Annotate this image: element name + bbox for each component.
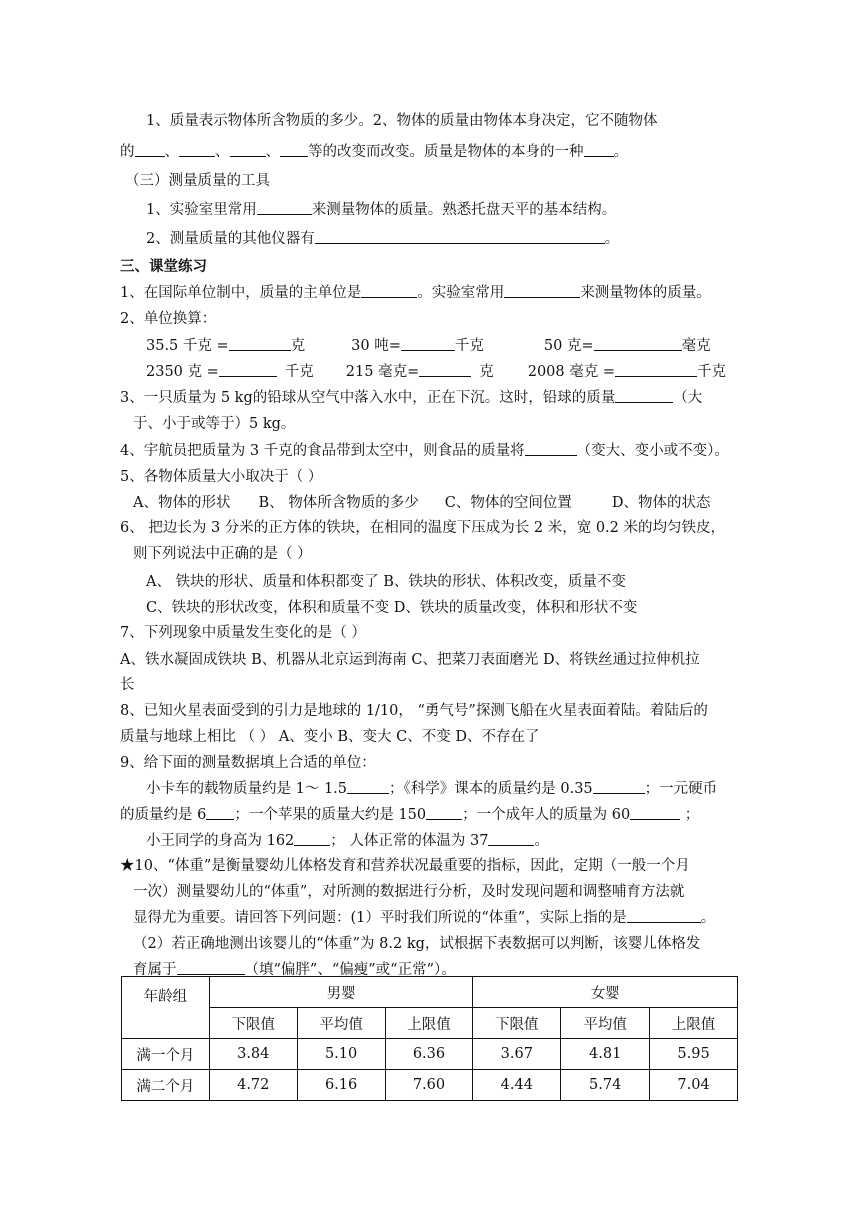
q8-line2: 质量与地球上相比 （ ） A、变小 B、变大 C、不变 D、不存在了 [120, 729, 540, 745]
row-label: 满一个月 [122, 1039, 210, 1070]
q10-line2: 一次）测量婴幼儿的“体重”，对所测的数据进行分析，及时发现问题和调整哺育方法就 [133, 884, 685, 900]
q10-line3: 显得尤为重要。请回答下列问题：(1）平时我们所说的“体重”，实际上指的是 。 [133, 910, 716, 926]
table-header-row [122, 977, 738, 1008]
girl-header: 女婴 [473, 977, 738, 1008]
q3-line2: 于、小于或等于）5 kg。 [133, 416, 296, 432]
boy-header: 男婴 [209, 977, 473, 1008]
sub-header: 下限值 [209, 1008, 297, 1039]
sec3-heading: （三）测量质量的工具 [125, 173, 270, 189]
blank [426, 805, 462, 820]
q9: 9、给下面的测量数据填上合适的单位： [120, 755, 376, 771]
blank [401, 336, 455, 351]
age-group-header: 年龄组 [122, 977, 210, 1039]
q6-line2: 则下列说法中正确的是（ ） [133, 546, 312, 562]
sub-header: 平均值 [561, 1008, 650, 1039]
blank [347, 779, 389, 794]
q6-option-row2: C、铁块的形状改变，体积和质量不变 D、铁块的质量改变，体积和形状不变 [146, 600, 638, 616]
q10-line4: （2）若正确地测出该婴儿的“体重”为 8.2 kg，试根据下表数据可以判断，该婴儿体格发 [133, 936, 701, 952]
table-cell: 5.10 [297, 1039, 385, 1070]
row-label: 满二个月 [122, 1070, 210, 1101]
blank [361, 283, 417, 298]
blank [230, 142, 266, 157]
q4: 4、宇航员把质量为 3 千克的食品带到太空中，则食品的质量将 （变大、变小或不变）。 [120, 443, 729, 459]
q7: 7、下列现象中质量发生变化的是（ ） [120, 625, 366, 641]
sub-header: 平均值 [297, 1008, 385, 1039]
q3-line1: 3、一只质量为 5 kg的铅球从空气中落入水中，正在下沉。这时，铅球的质量 （大 [120, 390, 703, 406]
blank [584, 142, 614, 157]
table-cell: 5.74 [561, 1070, 650, 1101]
sec3-line2: 2、测量质量的其他仪器有 。 [146, 231, 620, 247]
table-cell: 6.16 [297, 1070, 385, 1101]
q5-options: A、物体的形状 B、 物体所含物质的多少 C、物体的空间位置 D、物体的状态 [133, 495, 711, 511]
blank [615, 362, 697, 377]
blank [229, 336, 291, 351]
q2-row2: 2350 克 = 千克 215 毫克= 克 2008 毫克 = 千克 [146, 364, 726, 380]
sub-header: 下限值 [473, 1008, 561, 1039]
sec2-line1: 1、质量表示物体所含物质的多少。2、物体的质量由物体本身决定，它不随物体 [146, 113, 658, 129]
weight-table [121, 976, 738, 1101]
blank [257, 200, 312, 215]
table-cell: 3.84 [209, 1039, 297, 1070]
sec2-line2: 的 、 、 、 等的改变而改变。质量是物体的本身的一种 。 [120, 144, 628, 160]
q8-line1: 8、已知火星表面受到的引力是地球的 1/10， “勇气号”探测飞船在火星表面着陆。着陆后的 [120, 703, 708, 719]
blank [177, 960, 245, 975]
blank [594, 336, 682, 351]
blank [504, 283, 580, 298]
sub-header: 上限值 [385, 1008, 473, 1039]
q5: 5、各物体质量大小取决于（ ） [120, 469, 323, 485]
table-cell: 7.04 [650, 1070, 738, 1101]
table-cell: 4.44 [473, 1070, 561, 1101]
table-cell: 3.67 [473, 1039, 561, 1070]
table-row [122, 1070, 738, 1101]
blank [206, 805, 234, 820]
blank [315, 229, 605, 244]
q2-row1: 35.5 千克 = 克 30 吨= 千克 50 克= 毫克 [146, 338, 711, 354]
blank [294, 831, 330, 846]
blank [593, 779, 645, 794]
q7-options: A、铁水凝固成铁块 B、机器从北京运到海南 C、把菜刀表面磨光 D、将铁丝通过拉伸机拉 [120, 652, 700, 668]
q9-line2: 的质量约是 6 ；一个苹果的质量大约是 150 ；一个成年人的质量为 60 ； [120, 807, 700, 823]
table-cell: 4.72 [209, 1070, 297, 1101]
q9-line1: 小卡车的载物质量约是 1～ 1.5 ；《科学》课本的质量约是 0.35 ；一元硬币 [146, 781, 718, 797]
q10-line5: 育属于 （填“偏胖”、“偏瘦”或“正常”）。 [133, 962, 456, 978]
table-cell: 4.81 [561, 1039, 650, 1070]
blank [280, 142, 308, 157]
table-cell: 5.95 [650, 1039, 738, 1070]
q6-line1: 6、 把边长为 3 分米的正方体的铁块，在相同的温度下压成为长 2 米，宽 0.2 米的均匀铁皮， [120, 520, 725, 536]
blank [488, 831, 534, 846]
blank [630, 805, 680, 820]
table-cell: 6.36 [385, 1039, 473, 1070]
blank [615, 388, 673, 403]
q9-line3: 小王同学的身高为 162 ； 人体正常的体温为 37 。 [146, 833, 549, 849]
blank [135, 142, 165, 157]
sub-header: 上限值 [650, 1008, 738, 1039]
blank [179, 142, 215, 157]
q6-option-row1: A、 铁块的形状、质量和体积都变了 B、铁块的形状、体积改变，质量不变 [146, 574, 626, 590]
blank [525, 441, 577, 456]
blank [419, 362, 471, 377]
blank [219, 362, 277, 377]
q1: 1、在国际单位制中，质量的主单位是 。实验室常用 来测量物体的质量。 [120, 285, 711, 301]
practice-heading: 三、课堂练习 [120, 258, 207, 275]
q10-line1: ★10、“体重”是衡量婴幼儿体格发育和营养状况最重要的指标，因此，定期（一般一个月 [120, 858, 690, 874]
table-cell: 7.60 [385, 1070, 473, 1101]
table-subheader-row [122, 1008, 738, 1039]
q2: 2、单位换算： [120, 311, 217, 327]
table-row [122, 1039, 738, 1070]
q7-options-wrap: 长 [120, 677, 135, 693]
blank [627, 908, 701, 923]
sec3-line1: 1、实验室里常用 来测量物体的质量。熟悉托盘天平的基本结构。 [146, 202, 617, 218]
